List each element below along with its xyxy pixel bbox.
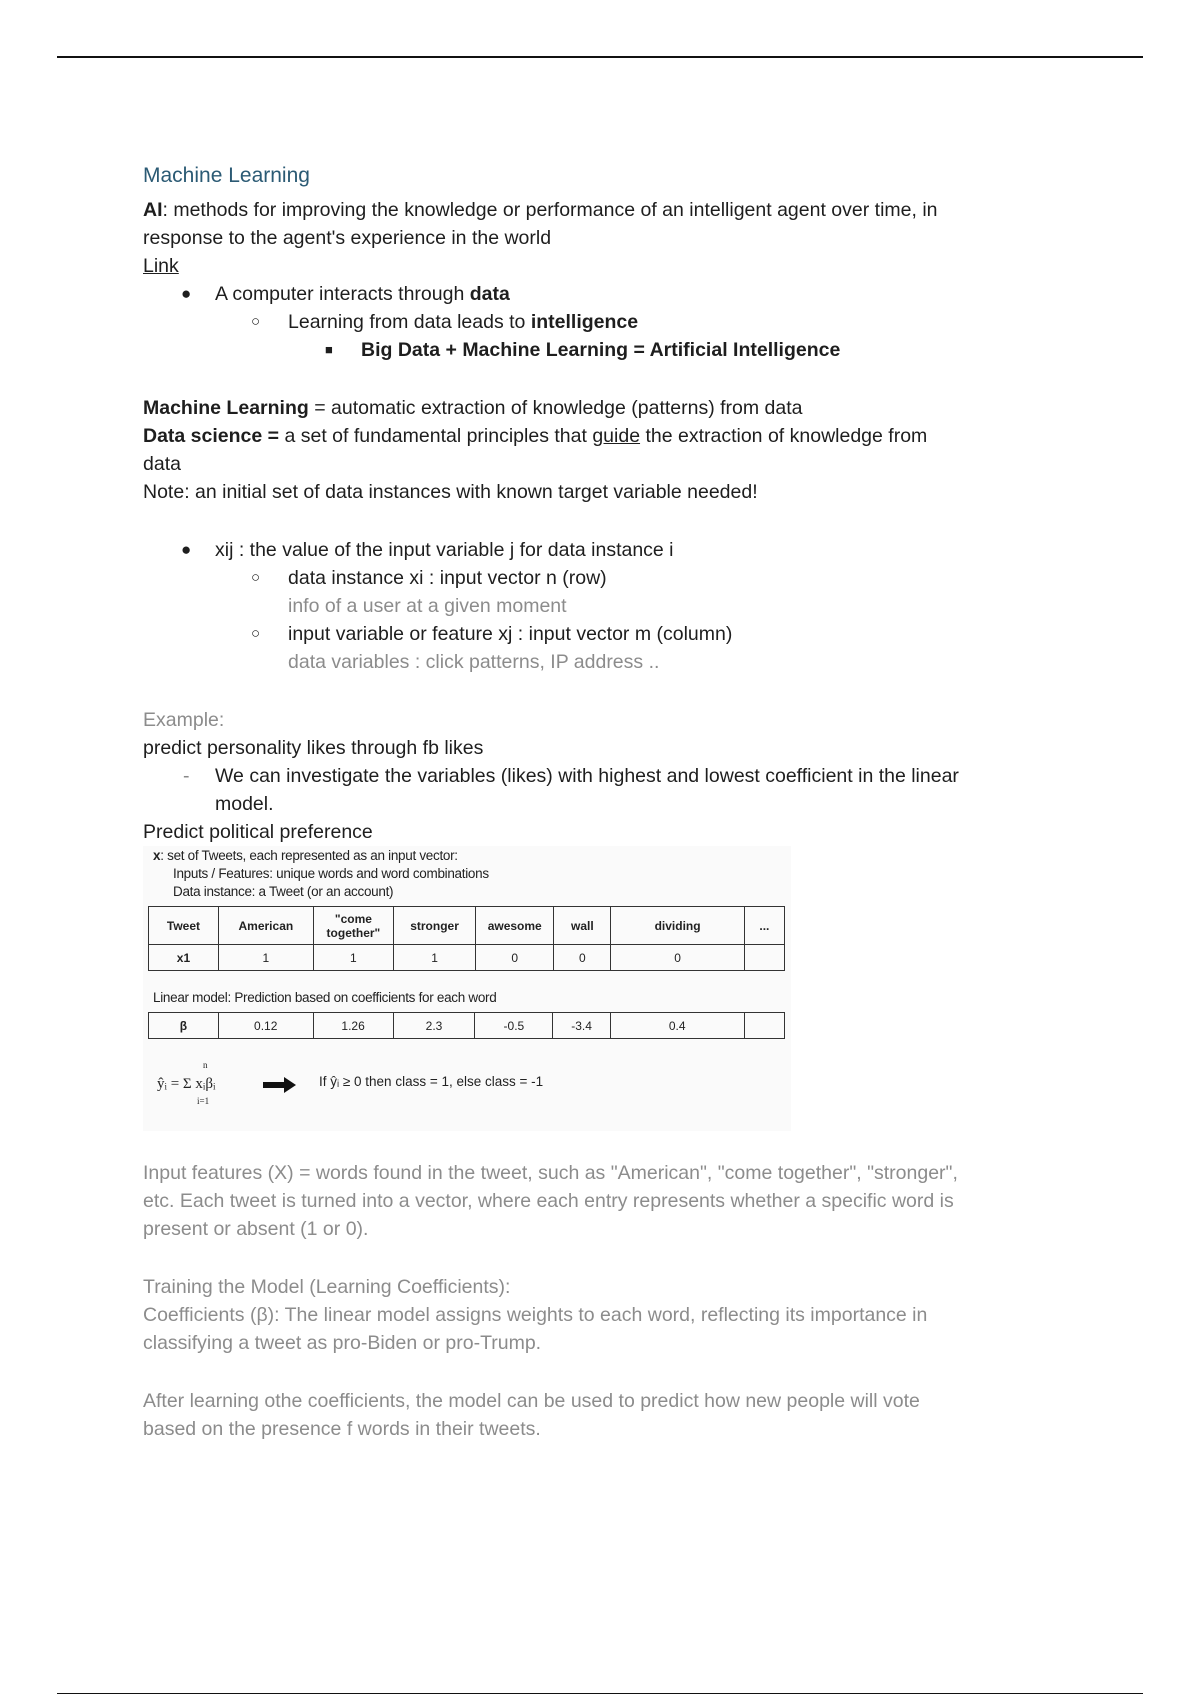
table-cell: x1	[149, 945, 219, 971]
right-arrow-icon	[263, 1082, 285, 1088]
table-cell: 0.12	[218, 1013, 313, 1039]
bullet-circle-icon: ○	[251, 569, 261, 586]
bottom-rule	[57, 1693, 1143, 1694]
table-header-cell: American	[218, 907, 313, 945]
table-cell: β	[149, 1013, 219, 1039]
bullet-big-data: ■ Big Data + Machine Learning = Artificial Intelligence	[143, 336, 1043, 364]
coefficients-table	[148, 1012, 785, 1039]
note: Note: an initial set of data instances with known target variable needed!	[143, 481, 758, 503]
table-header-cell: ...	[744, 907, 784, 945]
bullet-square-icon: ■	[325, 342, 333, 357]
table-cell: 0	[554, 945, 611, 971]
table-cell: 0	[476, 945, 554, 971]
example-sub-cont: model.	[215, 793, 274, 815]
ml-definition: Machine Learning = automatic extraction of knowledge (patterns) from data	[143, 397, 803, 419]
table-cell: -0.5	[475, 1013, 553, 1039]
explain-p2c: classifying a tweet as pro-Biden or pro-Trump.	[143, 1332, 542, 1354]
features-table	[148, 906, 785, 971]
table-cell: 0	[611, 945, 744, 971]
bullet-intelligence: ○ Learning from data leads to intelligence	[143, 308, 1043, 336]
classification-rule: If ŷᵢ ≥ 0 then class = 1, else class = -1	[319, 1074, 544, 1089]
ds-definition-cont: data	[143, 453, 181, 475]
ai-definition: AI: methods for improving the knowledge or performance of an intelligent agent over time, in	[143, 199, 938, 221]
table-cell: 0.4	[610, 1013, 744, 1039]
table-cell: 1	[218, 945, 313, 971]
ds-definition: Data science = a set of fundamental principles that guide the extraction of knowledge from	[143, 425, 928, 447]
example-sub: - We can investigate the variables (likes) with highest and lowest coefficient in the linear	[143, 762, 1043, 790]
bullet-feature: ○ input variable or feature xj : input vector m (column)	[143, 620, 1043, 648]
explain-p1a: Input features (X) = words found in the tweet, such as "American", "come together", "stronger",	[143, 1162, 958, 1184]
table-header-cell: stronger	[394, 907, 476, 945]
table-row	[149, 1013, 785, 1039]
explain-p3b: based on the presence f words in their tweets.	[143, 1418, 541, 1440]
bullet-dot-icon: ●	[181, 540, 192, 559]
document-body	[143, 160, 1043, 1443]
example-line2: Predict political preference	[143, 821, 373, 843]
top-rule	[57, 56, 1143, 58]
table-header-cell: "come together"	[313, 907, 393, 945]
table-cell: 2.3	[393, 1013, 475, 1039]
table-cell: 1.26	[313, 1013, 393, 1039]
bullet-dot-icon: ●	[181, 284, 192, 303]
explain-p3a: After learning othe coefficients, the model can be used to predict how new people will vote	[143, 1390, 920, 1412]
table-cell	[744, 945, 784, 971]
bullet-circle-icon: ○	[251, 313, 261, 330]
ai-definition-cont: response to the agent's experience in the world	[143, 227, 552, 249]
figure-linear-line: Linear model: Prediction based on coefficients for each word	[153, 990, 497, 1005]
explain-p1b: etc. Each tweet is turned into a vector, where each entry represents whether a specific word is	[143, 1190, 954, 1212]
regression-figure	[143, 846, 791, 1131]
bullet-xij: ● xij : the value of the input variable j for data instance i	[143, 536, 1043, 564]
table-cell: 1	[394, 945, 476, 971]
figure-x-line: x: set of Tweets, each represented as an input vector:	[153, 848, 458, 863]
table-row	[149, 945, 785, 971]
link[interactable]: Link	[143, 255, 179, 277]
table-header-cell: awesome	[476, 907, 554, 945]
page-title: Machine Learning	[143, 164, 310, 187]
explain-p1c: present or absent (1 or 0).	[143, 1218, 369, 1240]
table-header-cell: dividing	[611, 907, 744, 945]
bullet-instance: ○ data instance xi : input vector n (row)	[143, 564, 1043, 592]
figure-instance-line: Data instance: a Tweet (or an account)	[173, 884, 394, 899]
instance-note: info of a user at a given moment	[288, 595, 567, 617]
example-line1: predict personality likes through fb likes	[143, 737, 484, 759]
table-cell: 1	[313, 945, 393, 971]
feature-note: data variables : click patterns, IP address ..	[288, 651, 660, 673]
bullet-circle-icon: ○	[251, 625, 261, 642]
bullet-data: ● A computer interacts through data	[143, 280, 1043, 308]
table-cell	[744, 1013, 784, 1039]
explain-p2b: Coefficients (β): The linear model assigns weights to each word, reflecting its importance in	[143, 1304, 928, 1326]
example-label: Example:	[143, 709, 225, 731]
dash-icon: -	[183, 765, 190, 787]
table-header-cell: wall	[554, 907, 611, 945]
regression-formula: n ŷᵢ = Σ xᵢβᵢ i=1	[157, 1060, 216, 1106]
table-header-row	[149, 907, 785, 945]
table-header-cell: Tweet	[149, 907, 219, 945]
figure-inputs-line: Inputs / Features: unique words and word combinations	[173, 866, 489, 881]
table-cell: -3.4	[553, 1013, 610, 1039]
explain-p2a: Training the Model (Learning Coefficients):	[143, 1276, 511, 1298]
